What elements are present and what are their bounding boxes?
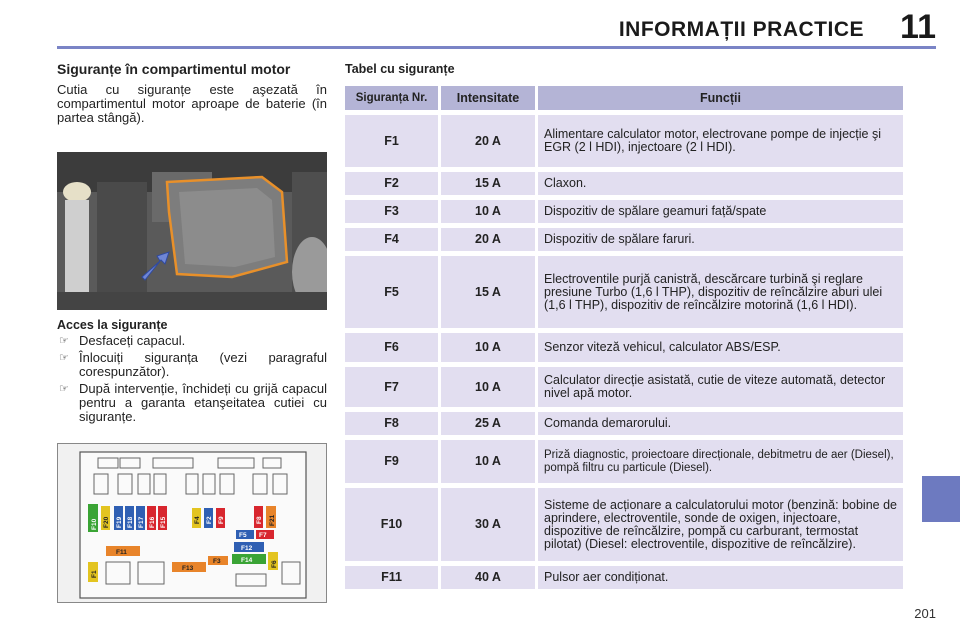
intensity-cell: 40 A bbox=[441, 566, 535, 589]
svg-text:F3: F3 bbox=[213, 558, 221, 565]
hand-pointer-icon: ☞ bbox=[59, 352, 69, 364]
intensity-cell: 20 A bbox=[441, 228, 535, 251]
table-row bbox=[345, 488, 903, 561]
table-row bbox=[345, 256, 903, 328]
function-cell: Calculator direcție asistată, cutie de viteze automată, detector nivel apă motor. bbox=[538, 367, 903, 407]
fuse-table bbox=[345, 86, 903, 594]
table-row bbox=[345, 200, 903, 223]
table-row bbox=[345, 412, 903, 435]
function-cell: Comanda demarorului. bbox=[538, 412, 903, 435]
page-number: 201 bbox=[914, 606, 936, 621]
fuse-f14 bbox=[232, 554, 266, 564]
column-header-intensity: Intensitate bbox=[441, 86, 535, 110]
svg-text:F9: F9 bbox=[218, 516, 225, 524]
header-divider bbox=[57, 46, 936, 49]
access-steps bbox=[57, 334, 327, 427]
svg-text:F21: F21 bbox=[269, 514, 276, 526]
fuse-number-cell: F8 bbox=[345, 412, 438, 435]
engine-bay-photo bbox=[57, 152, 327, 310]
column-header-fuse-number: Siguranța Nr. bbox=[345, 86, 438, 110]
function-cell: Priză diagnostic, proiectoare direcționale, debitmetru de aer (Diesel), pompă filtru cu particule (Diesel). bbox=[538, 440, 903, 483]
section-title: Siguranțe în compartimentul motor bbox=[57, 61, 291, 77]
table-row bbox=[345, 228, 903, 251]
function-cell: Sisteme de acționare a calculatorului motor (benzină: bobine de aprindere, electroventile, sonde de oxigen, injectoare, dispozitive de reîncălzire, pompă cu carburant, termostat pilotat) (Diesel: electroventile, dispozitive de reîncălzire). bbox=[538, 488, 903, 561]
fuse-number-cell: F6 bbox=[345, 333, 438, 362]
svg-text:F14: F14 bbox=[241, 557, 253, 564]
fuse-f16 bbox=[147, 506, 156, 530]
fuse-f5 bbox=[236, 530, 254, 539]
table-row bbox=[345, 333, 903, 362]
fuse-number-cell: F1 bbox=[345, 115, 438, 167]
fuse-f12 bbox=[234, 542, 264, 552]
fuse-f4 bbox=[192, 508, 201, 528]
svg-text:F20: F20 bbox=[103, 516, 110, 528]
access-title: Acces la siguranțe bbox=[57, 318, 168, 332]
fuse-number-cell: F4 bbox=[345, 228, 438, 251]
function-cell: Pulsor aer condiționat. bbox=[538, 566, 903, 589]
table-row bbox=[345, 172, 903, 195]
hand-pointer-icon: ☞ bbox=[59, 383, 69, 395]
hand-pointer-icon: ☞ bbox=[59, 335, 69, 347]
fuse-table-title: Tabel cu siguranțe bbox=[345, 62, 455, 76]
svg-text:F19: F19 bbox=[116, 516, 123, 528]
intensity-cell: 10 A bbox=[441, 440, 535, 483]
fuse-f3 bbox=[208, 556, 228, 565]
svg-text:F16: F16 bbox=[149, 516, 156, 528]
intensity-cell: 20 A bbox=[441, 115, 535, 167]
fuse-number-cell: F7 bbox=[345, 367, 438, 407]
svg-text:F18: F18 bbox=[127, 516, 134, 528]
svg-text:F4: F4 bbox=[194, 516, 201, 524]
fuse-number-cell: F9 bbox=[345, 440, 438, 483]
intensity-cell: 15 A bbox=[441, 256, 535, 328]
fuse-f11 bbox=[106, 546, 140, 556]
fuse-box-schematic bbox=[58, 444, 326, 602]
table-row bbox=[345, 440, 903, 483]
intensity-cell: 10 A bbox=[441, 200, 535, 223]
fuse-f19 bbox=[114, 506, 123, 530]
fuse-box-diagram bbox=[57, 443, 327, 603]
svg-text:F13: F13 bbox=[182, 565, 194, 572]
svg-text:F6: F6 bbox=[271, 560, 278, 568]
svg-text:F10: F10 bbox=[91, 518, 98, 530]
fuse-f6 bbox=[268, 552, 278, 570]
fuse-number-cell: F11 bbox=[345, 566, 438, 589]
section-intro bbox=[57, 62, 327, 125]
table-row bbox=[345, 566, 903, 589]
chapter-number: 11 bbox=[900, 8, 936, 46]
fuse-number-cell: F5 bbox=[345, 256, 438, 328]
fuse-f2 bbox=[204, 508, 213, 528]
intensity-cell: 15 A bbox=[441, 172, 535, 195]
function-cell: Claxon. bbox=[538, 172, 903, 195]
svg-text:F15: F15 bbox=[160, 516, 167, 528]
page-header-title: INFORMAȚII PRACTICE bbox=[618, 18, 864, 41]
fuse-f10 bbox=[88, 504, 98, 532]
column-header-functions: Funcții bbox=[538, 86, 903, 110]
svg-text:F17: F17 bbox=[138, 516, 145, 528]
svg-text:F5: F5 bbox=[239, 532, 247, 539]
step-item: ☞ Desfaceți capacul. bbox=[59, 333, 186, 348]
fuse-number-cell: F10 bbox=[345, 488, 438, 561]
fuse-f8 bbox=[254, 506, 263, 528]
function-cell: Electroventile purjă canistră, descărcare turbină şi reglare presiune Turbo (1,6 l THP), dispozitiv de reîncălzire aburi ulei (1,6 l THP), dispozitiv de reîncălzire motorină (1,6 l HDI). bbox=[538, 256, 903, 328]
engine-bay-illustration bbox=[57, 152, 327, 310]
intensity-cell: 25 A bbox=[441, 412, 535, 435]
svg-text:F7: F7 bbox=[259, 532, 267, 539]
svg-text:F8: F8 bbox=[256, 516, 263, 524]
function-cell: Alimentare calculator motor, electrovane pompe de injecție şi EGR (2 l HDI), injectoare (2 l HDI). bbox=[538, 115, 903, 167]
function-cell: Senzor viteză vehicul, calculator ABS/ESP. bbox=[538, 333, 903, 362]
fuse-number-cell: F2 bbox=[345, 172, 438, 195]
intensity-cell: 10 A bbox=[441, 367, 535, 407]
fuse-f20 bbox=[101, 506, 110, 530]
function-cell: Dispozitiv de spălare geamuri față/spate bbox=[538, 200, 903, 223]
fuse-f9 bbox=[216, 508, 225, 528]
table-row bbox=[345, 115, 903, 167]
fuse-number-cell: F3 bbox=[345, 200, 438, 223]
svg-text:F11: F11 bbox=[116, 549, 127, 556]
intensity-cell: 30 A bbox=[441, 488, 535, 561]
fuse-f21 bbox=[266, 506, 276, 528]
intensity-cell: 10 A bbox=[441, 333, 535, 362]
fuse-f1 bbox=[88, 562, 98, 582]
intro-text: Cutia cu siguranțe este aşezată în compartimentul motor aproape de baterie (în partea stângă). bbox=[57, 82, 327, 125]
chapter-side-tab bbox=[922, 476, 960, 522]
fuse-f17 bbox=[136, 506, 145, 530]
table-header-row bbox=[345, 86, 903, 110]
fuse-f15 bbox=[158, 506, 167, 530]
step-item: ☞ Înlocuiți siguranța (vezi paragraful corespunzător). bbox=[59, 350, 327, 379]
table-row bbox=[345, 367, 903, 407]
fuse-f13 bbox=[172, 562, 206, 572]
svg-text:F2: F2 bbox=[206, 516, 213, 524]
step-item: ☞ După intervenție, închideți cu grijă capacul pentru a garanta etanşeitatea cutiei cu siguranțe. bbox=[59, 381, 327, 424]
function-cell: Dispozitiv de spălare faruri. bbox=[538, 228, 903, 251]
svg-text:F1: F1 bbox=[91, 570, 98, 578]
fuse-f7 bbox=[256, 530, 274, 539]
svg-text:F12: F12 bbox=[241, 545, 253, 552]
fuse-f18 bbox=[125, 506, 134, 530]
